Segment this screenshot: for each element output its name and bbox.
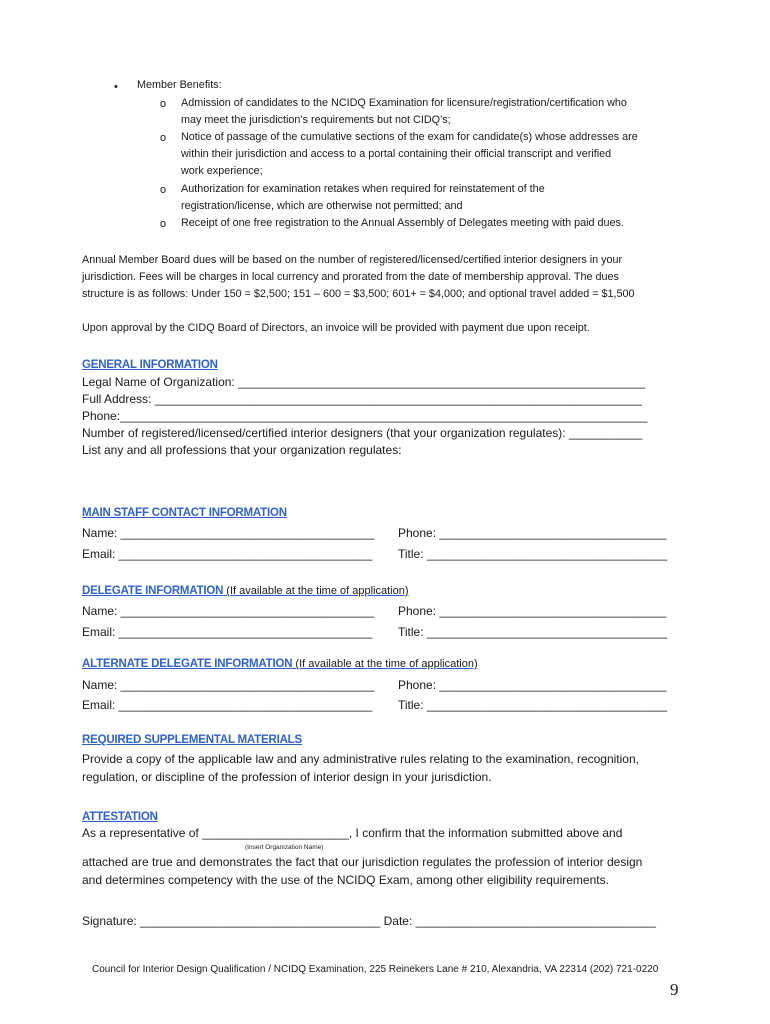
benefit-item-text: Authorization for examination retakes when required for reinstatement of the [181,183,545,195]
attestation-line[interactable]: As a representative of ______________________, I confirm that the information submitted above and [82,826,623,840]
delegate-name-field[interactable]: Name: ______________________________________ [82,604,375,618]
alternate-title-field[interactable]: Title: ____________________________________ [398,698,668,712]
attestation-line: and determines competency with the use of the NCIDQ Exam, among other eligibility requirements. [82,873,609,887]
staff-title-field[interactable]: Title: ____________________________________ [398,547,668,561]
delegate-title-field[interactable]: Title: ____________________________________ [398,625,668,639]
signature-date-field[interactable]: Signature: ____________________________________ Date: ____________________________________ [82,914,656,928]
legal-name-field[interactable]: Legal Name of Organization: _____________________________________________________________ [82,375,646,389]
staff-email-field[interactable]: Email: ______________________________________ [82,547,373,561]
attestation-heading: ATTESTATION [82,811,158,823]
bullet-icon: • [114,81,118,93]
approval-paragraph: Upon approval by the CIDQ Board of Directors, an invoice will be provided with payment due upon receipt. [82,322,590,334]
supplemental-text: Provide a copy of the applicable law and any administrative rules relating to the examination, recognition, [82,752,639,766]
delegate-heading [82,583,409,600]
page-number: 9 [670,980,679,999]
benefit-item-text: Notice of passage of the cumulative sections of the exam for candidate(s) whose addresses are [181,131,638,143]
delegate-heading-text: DELEGATE INFORMATION [82,585,224,597]
sub-bullet-icon: o [160,218,167,230]
benefit-item-text: registration/license, which are otherwise not permitted; and [181,200,463,212]
designer-count-field[interactable]: Number of registered/licensed/certified interior designers (that your organization regulates): ___________ [82,426,643,440]
insert-organization-note: (Insert Organization Name) [245,844,324,851]
benefit-item-text: work experience; [181,165,263,177]
staff-name-field[interactable]: Name: ______________________________________ [82,526,375,540]
phone-field[interactable]: Phone:_______________________________________________________________________________ [82,409,648,423]
staff-phone-field[interactable]: Phone: __________________________________ [398,526,667,540]
footer-address: Council for Interior Design Qualification / NCIDQ Examination, 225 Reinekers Lane # 210, Alexandria, VA 22314 (202) 721-0220 [92,964,659,975]
alternate-heading-note: (If available at the time of application) [292,658,478,670]
delegate-email-field[interactable]: Email: ______________________________________ [82,625,373,639]
alternate-delegate-heading [82,656,478,673]
alternate-email-field[interactable]: Email: ______________________________________ [82,698,373,712]
general-information-heading: GENERAL INFORMATION [82,359,218,371]
full-address-field[interactable]: Full Address: _________________________________________________________________________ [82,392,642,406]
benefit-item-text: Admission of candidates to the NCIDQ Examination for licensure/registration/certification who [181,97,627,109]
attestation-line: attached are true and demonstrates the fact that our jurisdiction regulates the profession of interior design [82,855,643,869]
dues-paragraph-line: jurisdiction. Fees will be charges in local currency and prorated from the date of membership approval. The dues [82,271,619,283]
sub-bullet-icon: o [160,98,167,110]
alternate-phone-field[interactable]: Phone: __________________________________ [398,678,667,692]
delegate-phone-field[interactable]: Phone: __________________________________ [398,604,667,618]
main-staff-heading: MAIN STAFF CONTACT INFORMATION [82,507,287,519]
benefit-item-text: Receipt of one free registration to the Annual Assembly of Delegates meeting with paid dues. [181,217,624,229]
sub-bullet-icon: o [160,184,167,196]
alternate-name-field[interactable]: Name: ______________________________________ [82,678,375,692]
delegate-heading-note: (If available at the time of application) [223,585,409,597]
supplemental-heading: REQUIRED SUPPLEMENTAL MATERIALS [82,734,302,746]
dues-paragraph-line: Annual Member Board dues will be based on the number of registered/licensed/certified interior designers in your [82,254,623,266]
dues-paragraph-line: structure is as follows: Under 150 = $2,500; 151 – 600 = $3,500; 601+ = $4,000; and optional travel added = $1,500 [82,288,635,300]
alternate-heading-text: ALTERNATE DELEGATE INFORMATION [82,658,293,670]
benefit-item-text: within their jurisdiction and access to a portal containing their official transcript and verified [181,148,612,160]
sub-bullet-icon: o [160,132,167,144]
professions-field[interactable]: List any and all professions that your organization regulates: [82,443,402,457]
benefits-title: Member Benefits: [137,79,222,91]
benefit-item-text: may meet the jurisdiction’s requirements but not CIDQ’s; [181,114,451,126]
supplemental-text: regulation, or discipline of the profession of interior design in your jurisdiction. [82,770,492,784]
